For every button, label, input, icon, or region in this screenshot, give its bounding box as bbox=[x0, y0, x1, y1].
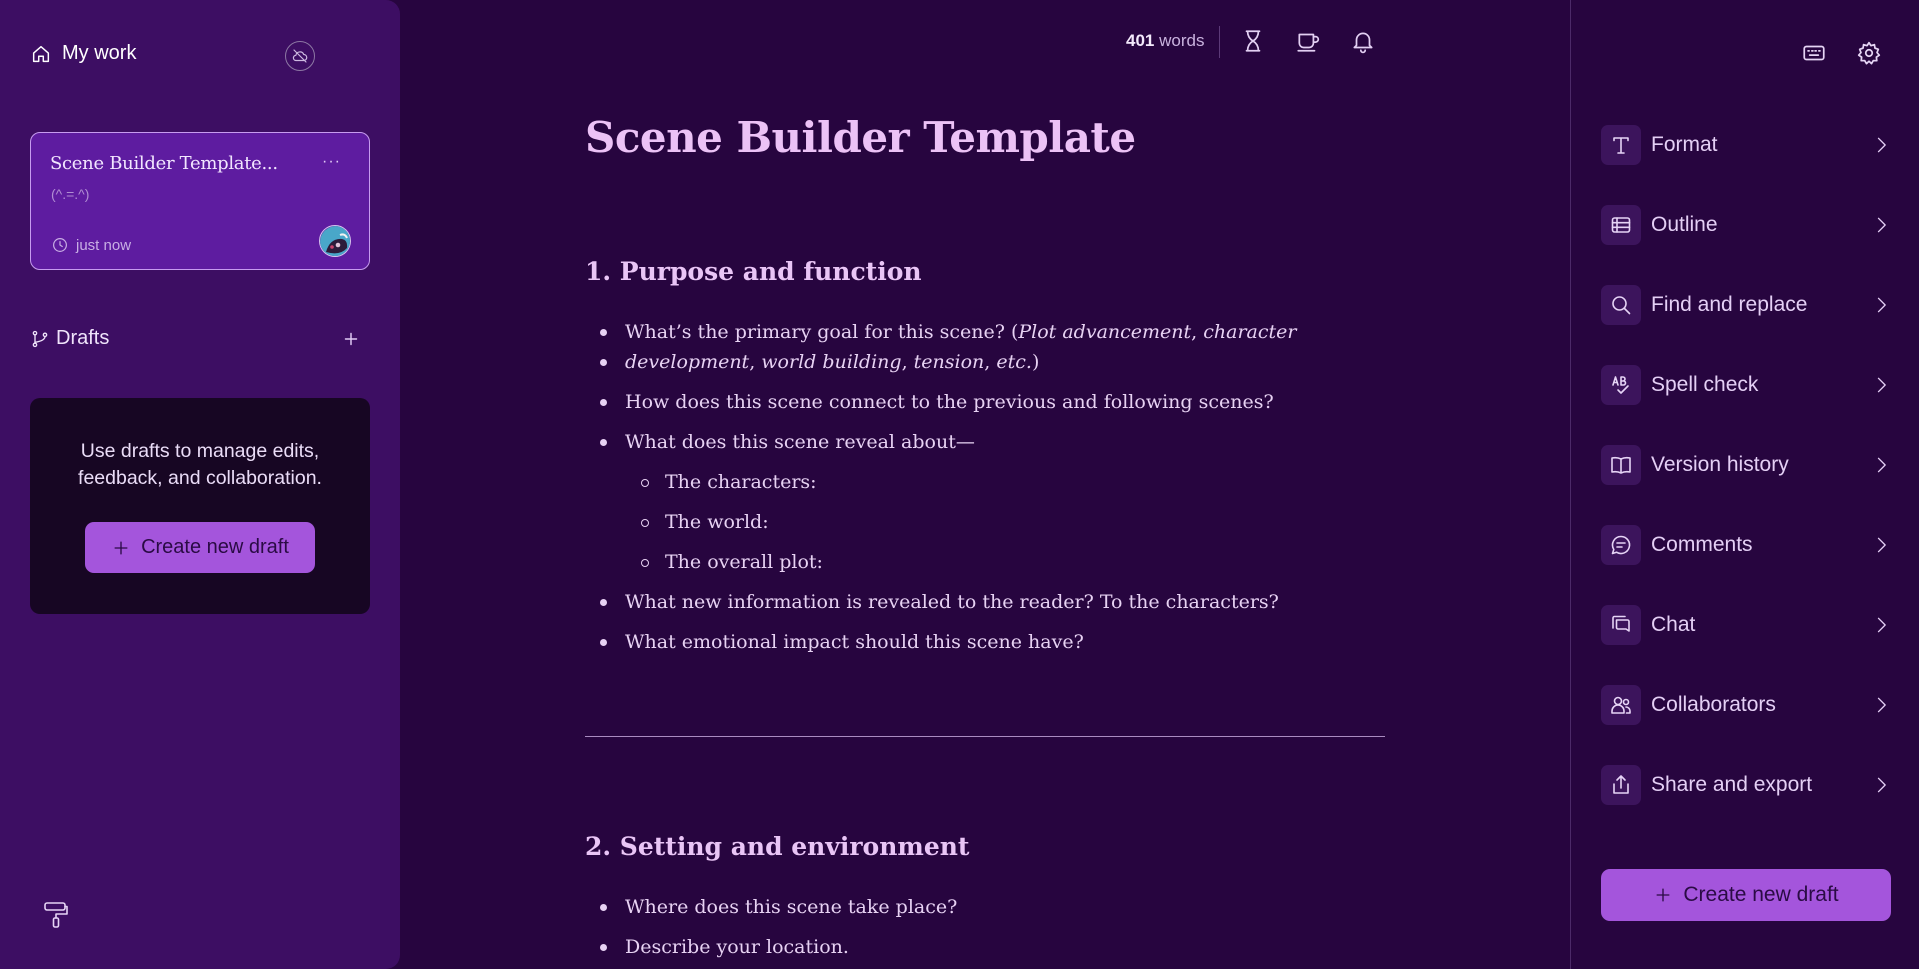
share-icon bbox=[1609, 773, 1633, 797]
list-item-text: What’s the primary goal for this scene? ( bbox=[625, 321, 1019, 343]
menu-format[interactable] bbox=[1601, 125, 1891, 165]
italic-text: character bbox=[1203, 321, 1297, 343]
bell-icon[interactable] bbox=[1350, 28, 1376, 54]
book-icon bbox=[1609, 453, 1633, 477]
drafts-label-group bbox=[30, 327, 109, 350]
clock-icon bbox=[51, 236, 69, 254]
menu-icon-box bbox=[1601, 685, 1641, 725]
my-work-label: My work bbox=[62, 42, 137, 64]
keyboard-icon[interactable] bbox=[1801, 40, 1827, 66]
list-item[interactable]: What new information is revealed to the reader? To the characters? bbox=[625, 587, 1279, 617]
chevron-right-icon bbox=[1871, 695, 1891, 715]
document-card-time-label: just now bbox=[76, 236, 132, 254]
section-heading-1[interactable]: 1. Purpose and function bbox=[585, 257, 922, 286]
chevron-right-icon bbox=[1871, 375, 1891, 395]
document-card-timestamp bbox=[51, 236, 131, 254]
list-item-continuation[interactable] bbox=[625, 347, 1039, 377]
document-card[interactable] bbox=[30, 132, 370, 270]
sub-list-item[interactable]: The characters: bbox=[665, 467, 817, 497]
menu-spell-check[interactable] bbox=[1601, 365, 1891, 405]
menu-icon-box bbox=[1601, 365, 1641, 405]
drafts-header bbox=[30, 327, 362, 350]
menu-label: Format bbox=[1651, 133, 1718, 156]
separator-text: , bbox=[984, 351, 997, 373]
section-heading-2[interactable]: 2. Setting and environment bbox=[585, 832, 970, 861]
menu-icon-box bbox=[1601, 525, 1641, 565]
list-item[interactable]: What does this scene reveal about— bbox=[625, 427, 975, 457]
chevron-right-icon bbox=[1871, 615, 1891, 635]
italic-text: world building bbox=[761, 351, 902, 373]
menu-icon-box bbox=[1601, 125, 1641, 165]
horizontal-rule bbox=[585, 736, 1385, 737]
document-title[interactable]: Scene Builder Template bbox=[585, 113, 1136, 162]
italic-text: tension bbox=[913, 351, 985, 373]
list-item[interactable] bbox=[625, 317, 1296, 347]
menu-version-history[interactable] bbox=[1601, 445, 1891, 485]
word-count bbox=[1126, 31, 1204, 51]
menu-label: Spell check bbox=[1651, 373, 1759, 396]
branch-icon bbox=[30, 329, 50, 349]
list-item[interactable]: What emotional impact should this scene have? bbox=[625, 627, 1084, 657]
menu-share-export[interactable] bbox=[1601, 765, 1891, 805]
menu-icon-box bbox=[1601, 205, 1641, 245]
add-draft-icon[interactable] bbox=[340, 328, 362, 350]
chevron-right-icon bbox=[1871, 775, 1891, 795]
format-text-icon bbox=[1609, 133, 1633, 157]
menu-label: Collaborators bbox=[1651, 693, 1776, 716]
create-draft-label: Create new draft bbox=[141, 536, 289, 558]
chat-icon bbox=[1609, 613, 1633, 637]
toolbar-divider bbox=[1219, 26, 1220, 58]
list-item[interactable]: How does this scene connect to the previous and following scenes? bbox=[625, 387, 1274, 417]
menu-icon-box bbox=[1601, 445, 1641, 485]
my-work-link[interactable] bbox=[30, 42, 136, 65]
separator-text: , bbox=[901, 351, 914, 373]
right-panel bbox=[1570, 0, 1919, 969]
search-icon bbox=[1609, 293, 1633, 317]
coffee-cup-icon[interactable] bbox=[1295, 28, 1321, 54]
drafts-title: Drafts bbox=[56, 327, 110, 349]
cloud-off-icon bbox=[291, 47, 309, 65]
menu-label: Find and replace bbox=[1651, 293, 1808, 316]
menu-label: Chat bbox=[1651, 613, 1696, 636]
separator-text: ) bbox=[1031, 351, 1040, 373]
menu-icon-box bbox=[1601, 285, 1641, 325]
menu-label: Share and export bbox=[1651, 773, 1813, 796]
menu-collaborators[interactable] bbox=[1601, 685, 1891, 725]
chevron-right-icon bbox=[1871, 455, 1891, 475]
document-card-subtitle: (^.=.^) bbox=[51, 186, 90, 202]
separator-text: , bbox=[749, 351, 762, 373]
document-card-more-button[interactable]: ··· bbox=[322, 153, 341, 170]
menu-comments[interactable] bbox=[1601, 525, 1891, 565]
word-count-unit: words bbox=[1159, 31, 1205, 50]
menu-label: Version history bbox=[1651, 453, 1789, 476]
comment-icon bbox=[1609, 533, 1633, 557]
menu-outline[interactable] bbox=[1601, 205, 1891, 245]
italic-text: etc. bbox=[996, 351, 1032, 373]
sub-list-item[interactable]: The overall plot: bbox=[665, 547, 823, 577]
chevron-right-icon bbox=[1871, 295, 1891, 315]
italic-text: Plot advancement bbox=[1018, 321, 1192, 343]
plus-icon bbox=[1653, 885, 1673, 905]
offline-toggle[interactable] bbox=[285, 41, 315, 71]
separator-text: , bbox=[1191, 321, 1204, 343]
italic-text: development bbox=[625, 351, 750, 373]
hourglass-icon[interactable] bbox=[1240, 28, 1266, 54]
create-draft-label: Create new draft bbox=[1683, 883, 1839, 906]
outline-icon bbox=[1609, 213, 1633, 237]
document-card-title: Scene Builder Template... bbox=[50, 153, 278, 174]
drafts-message: Use drafts to manage edits, feedback, and collaboration. bbox=[78, 440, 322, 489]
sub-list-item[interactable]: The world: bbox=[665, 507, 769, 537]
chevron-right-icon bbox=[1871, 215, 1891, 235]
paint-roller-icon[interactable] bbox=[42, 900, 70, 930]
gear-icon[interactable] bbox=[1856, 40, 1882, 66]
list-item[interactable]: Describe your location. bbox=[625, 932, 849, 962]
create-draft-button[interactable] bbox=[85, 522, 315, 573]
create-draft-button-panel[interactable] bbox=[1601, 869, 1891, 921]
menu-label: Outline bbox=[1651, 213, 1718, 236]
spell-check-icon bbox=[1609, 373, 1633, 397]
menu-find-replace[interactable] bbox=[1601, 285, 1891, 325]
menu-label: Comments bbox=[1651, 533, 1753, 556]
list-item[interactable]: Where does this scene take place? bbox=[625, 892, 957, 922]
users-icon bbox=[1609, 693, 1633, 717]
home-icon bbox=[30, 43, 52, 65]
plus-icon bbox=[111, 538, 131, 558]
menu-icon-box bbox=[1601, 605, 1641, 645]
avatar[interactable] bbox=[319, 225, 351, 257]
drafts-empty-state bbox=[30, 398, 370, 614]
word-count-number: 401 bbox=[1126, 31, 1155, 50]
left-sidebar bbox=[0, 0, 400, 969]
menu-chat[interactable] bbox=[1601, 605, 1891, 645]
chevron-right-icon bbox=[1871, 135, 1891, 155]
menu-icon-box bbox=[1601, 765, 1641, 805]
chevron-right-icon bbox=[1871, 535, 1891, 555]
